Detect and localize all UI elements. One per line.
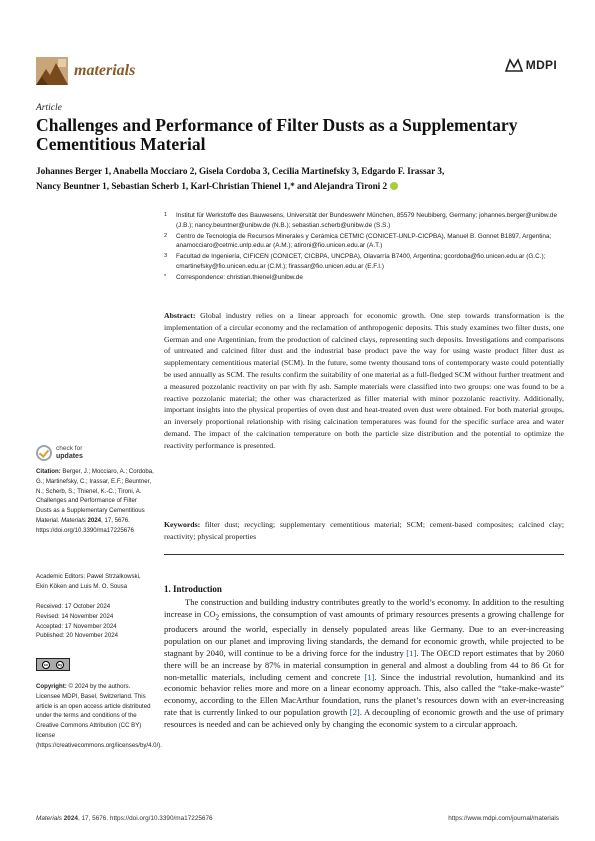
publication-dates xyxy=(36,602,154,641)
citation-block xyxy=(36,467,154,536)
affiliation-2 xyxy=(164,232,564,251)
check-updates-label xyxy=(56,445,83,461)
footer-citation xyxy=(36,815,213,822)
copyright-text: © 2024 by the authors. Licensee MDPI, Basel, Switzerland. This article is an open access article distributed under the terms and conditions of the Creative Commons Attribution (CC BY) license (https://creativecommons.org/licenses/by/4.0/). xyxy=(36,683,162,749)
date-published: Published: 20 November 2024 xyxy=(36,632,118,640)
copyright-block xyxy=(36,682,162,751)
affiliation-text: Facultad de Ingeniería, CIFICEN (CONICET, CICBPA, UNCPBA), Olavarría B7400, Argentina; gcordoba@fio.unicen.edu.ar (G.C.); cmartinefsky@fio.unicen.edu.ar (C.M.); firassar@fio.unicen.edu.ar (E.F.I.) xyxy=(176,253,546,270)
cc-by-license-icon[interactable] xyxy=(36,658,70,671)
cc-icon: cc xyxy=(43,661,49,667)
intro-text-e: . A decoupling of economic growth and the use of primary resources is needed and can be achieved only by changing the economic system to a circular approach. xyxy=(164,706,565,729)
authors-text-2: Nancy Beuntner 1, Sebastian Scherb 1, Karl-Christian Thienel 1,* and Alejandra Tironi 2 xyxy=(36,181,388,191)
abstract-text: Global industry relies on a linear approach for economic growth. One step towards transformation is the implementation of a circular economy and the reclamation of anthropogenic deposits. This study examines two filter dusts, one German and one Argentinian, from the production of calcined clays, representing such deposits. Investigations and comparisons of untreated and calcined filter dust and the industrial base product pave the way for using waste product filter dust as supplementary cementitious material (SCM). In the future, some twenty thousand tons of contemporary waste could potentially be used annually as SCM. The results confirm the suitability of one material as a full-fledged SCM without further treatment and a measured pozzolanic reactivity on par with fly ash. Sample materials were classified into two groups: one was found to be a reactive pozzolanic material; the other was characterized as filler material with minor pozzolanic reactivity. Additionally, important insights into the physical properties of oven dust and heat-treated oven dust were obtained. For both material groups, an inversely proportional relationship with rising calcination temperatures was found for the specific surface area and water demand. The impact of the calcination temperature on both the particle size distribution and the potential to optimize the reactivity performance is presented. xyxy=(164,311,565,450)
mdpi-logo-icon xyxy=(504,58,526,72)
intro-text-b: emissions, the consumption of vast amounts of primary resources presents a growing challenge for producers around the world, especially in densely populated areas like Germany. Due to an ever-increasing population on our planet and improving living standards, the demand for economic growth, while projected to be stagnant by 2040, will continue to be a driving force for the industry xyxy=(164,608,564,658)
author-list xyxy=(36,164,566,194)
affiliation-text: Centro de Tecnología de Recursos Minerales y Cerámica CETMIC (CONICET-UNLP-CICPBA), Manuel B. Gonnet B1897, Argentina; anamocciaro@cetmic.unlp.edu.ar (A.M.); atironi@fio.unicen.edu.ar (A.T.) xyxy=(176,232,552,249)
citation-volume-doi[interactable]: , 17, 5676. https://doi.org/10.3390/ma17225676 xyxy=(36,516,134,534)
check-updates-icon xyxy=(36,445,52,461)
publisher-name: MDPI xyxy=(525,58,557,72)
affiliation-number: * xyxy=(164,273,167,280)
citation-label: Citation: xyxy=(36,468,61,475)
footer-journal-url[interactable]: https://www.mdpi.com/journal/materials xyxy=(448,815,559,822)
abstract xyxy=(164,310,564,452)
section-divider xyxy=(164,554,564,555)
affiliation-number: 1 xyxy=(164,212,168,218)
copyright-label: Copyright: xyxy=(36,683,67,690)
affiliation-3 xyxy=(164,252,564,271)
academic-editors xyxy=(36,572,154,592)
footer-volume-doi[interactable]: , 17, 5676. https://doi.org/10.3390/ma17225676 xyxy=(77,815,213,822)
reference-link[interactable]: [1] xyxy=(406,647,417,658)
citation-text: Berger, J.; Mocciaro, A.; Cordoba, G.; Martinefsky, C.; Irassar, E.F.; Beuntner, N.; Scherb, S.; Thienel, K.-C.; Tironi, A. Challenges and Performance of Filter Dusts as a Supplementary Cementitious Material. xyxy=(36,468,154,524)
footer-journal: Materials xyxy=(36,815,62,822)
keywords-label: Keywords: xyxy=(164,520,201,529)
reference-link[interactable]: [1] xyxy=(364,671,375,682)
affiliation-text: Institut für Werkstoffe des Bauwesens, Universität der Bundeswehr München, 85579 Neubiberg, Germany; johannes.berger@unibw.de (J.B.); nancy.beuntner@unibw.de (N.B.); sebastian.scherb@unibw.de (S.S.) xyxy=(176,212,558,229)
date-revised: Revised: 14 November 2024 xyxy=(36,612,114,620)
journal-logo xyxy=(36,57,135,85)
intro-text-c: . The OECD report estimates that by 2060 there will be an increase by 87% in material consumption in general and almost a doubling from 44 to 86 Gt for non-metallic materials, including cement and concrete xyxy=(164,647,565,682)
abstract-label: Abstract: xyxy=(164,311,196,320)
article-type: Article xyxy=(36,103,62,113)
check-label-line-1: check for xyxy=(56,445,83,452)
check-label-line-2: updates xyxy=(56,453,83,460)
materials-logo-icon xyxy=(36,57,68,85)
intro-text-a: The construction and building industry contributes greatly to the world’s economy. In addition to the resulting increase in CO xyxy=(164,597,564,619)
affiliation-number: 2 xyxy=(164,232,168,239)
affiliations xyxy=(164,211,564,284)
keywords xyxy=(164,519,564,543)
affiliation-number: 3 xyxy=(164,253,168,259)
keywords-text: filter dust; recycling; supplementary cementitious material; SCM; cement-based composites; calcined clay; reactivity; physical properties xyxy=(164,520,565,541)
article-title: Challenges and Performance of Filter Dusts as a Supplementary Cementitious Material xyxy=(36,115,518,154)
date-received: Received: 17 October 2024 xyxy=(36,603,111,610)
citation-journal: Materials xyxy=(61,516,86,524)
check-for-updates[interactable] xyxy=(36,445,83,461)
publisher-logo xyxy=(504,58,557,72)
introduction-paragraph xyxy=(164,597,564,730)
correspondence-text: Correspondence: christian.thienel@unibw.de xyxy=(176,273,303,281)
footer-year: 2024 xyxy=(63,815,78,822)
orcid-icon[interactable] xyxy=(390,182,398,190)
reference-link[interactable]: [2] xyxy=(349,706,360,717)
correspondence xyxy=(164,273,564,283)
journal-name: materials xyxy=(74,62,136,79)
intro-text-d: . Since the industrial revolution, humankind and its economic behavior relies more and more on a linear economy approach. This, also called the “take-make-waste” economy, according to the Ellen MacArthur foundation, runs the planet’s resources down with an ever-increasing rate that is currently linked to our population growth xyxy=(164,671,564,717)
co2-subscript: 2 xyxy=(215,613,220,622)
by-icon: by xyxy=(57,661,63,667)
section-heading-introduction: 1. Introduction xyxy=(164,584,222,594)
author-line-1 xyxy=(36,164,566,179)
citation-year: 2024 xyxy=(87,516,102,524)
affiliation-1 xyxy=(164,211,564,230)
date-accepted: Accepted: 17 November 2024 xyxy=(36,622,117,630)
authors-text-1: Johannes Berger 1, Anabella Mocciaro 2, Gisela Cordoba 3, Cecilia Martinefsky 3, Edgardo F. Irassar 3, xyxy=(36,166,445,176)
editors-text: Academic Editors: Pawel Strzalkowski, Ekin Köken and Luis M. O. Sousa xyxy=(36,573,141,590)
author-line-2 xyxy=(36,179,566,194)
